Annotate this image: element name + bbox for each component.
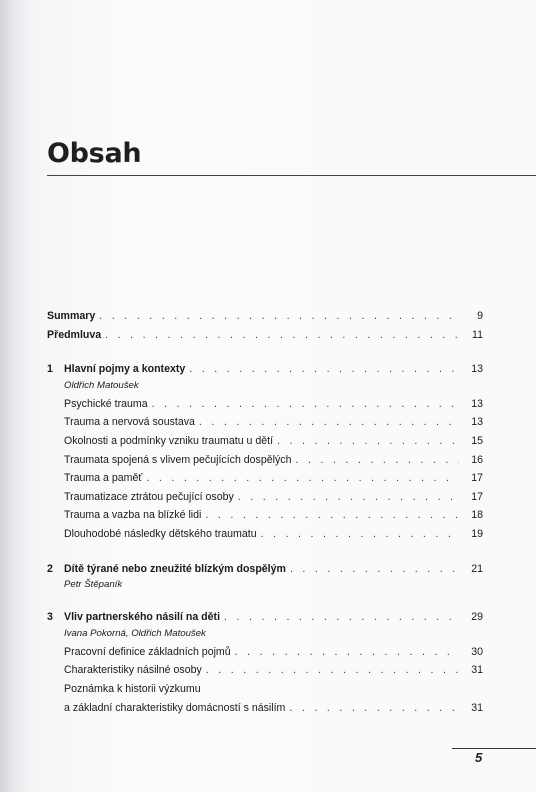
toc-section[interactable] [47, 661, 483, 680]
chapter-number: 2 [47, 562, 53, 575]
toc-entry-title: Summary [47, 310, 96, 322]
toc-section-line-2[interactable] [47, 699, 483, 718]
section-title: Charakteristiky násilné osoby [64, 664, 202, 677]
section-title: Trauma a vazba na blízké lidi [64, 509, 202, 522]
dot-leader [290, 560, 459, 579]
toc-page-number: 11 [472, 328, 483, 341]
toc-page-number: 21 [471, 562, 483, 575]
chapter-title: Vliv partnerského násilí na děti [64, 611, 221, 624]
toc-chapter-1[interactable] [47, 360, 483, 379]
dot-leader [261, 525, 459, 544]
toc-page-number: 17 [471, 490, 483, 503]
section-title: Okolnosti a podmínky vzniku traumatu u dětí [64, 434, 274, 447]
toc-entry-predmluva[interactable] [47, 326, 483, 345]
section-title: Traumatizace ztrátou pečující osoby [64, 490, 234, 503]
dot-leader [277, 432, 459, 451]
toc-section[interactable] [47, 488, 483, 507]
toc-page-number: 17 [471, 472, 483, 485]
dot-leader [205, 506, 459, 525]
folio-rule [452, 748, 536, 749]
bleed-through-text [55, 55, 506, 325]
toc-page-number: 15 [471, 434, 483, 447]
page-title: Obsah [47, 138, 142, 169]
section-title: a základní charakteristiky domácností s násilím [64, 701, 286, 714]
toc-section[interactable] [47, 432, 483, 451]
toc-entry-title: Předmluva [47, 328, 102, 341]
dot-leader [206, 661, 459, 680]
toc-page-number: 30 [471, 645, 483, 658]
section-title: Trauma a paměť [64, 472, 143, 485]
toc-section[interactable] [47, 525, 483, 544]
toc-section[interactable] [47, 506, 483, 525]
table-of-contents [47, 307, 483, 717]
dot-leader [235, 643, 459, 662]
dot-leader [146, 469, 459, 488]
toc-page-number: 31 [471, 701, 483, 714]
chapter-number: 1 [47, 363, 53, 376]
chapter-title: Dítě týrané nebo zneužité blízkým dospělým [64, 562, 286, 575]
chapter-author: Ivana Pokorná, Oldřich Matoušek [64, 627, 206, 639]
chapter-number: 3 [47, 611, 53, 624]
toc-page-number: 18 [471, 509, 483, 522]
section-title: Poznámka k historii výzkumu [64, 682, 201, 695]
heading-rule [47, 175, 536, 176]
toc-page-number: 19 [471, 527, 483, 540]
section-title: Psychické trauma [64, 397, 148, 410]
toc-chapter-3[interactable] [47, 608, 483, 627]
toc-page-number: 13 [471, 416, 483, 429]
toc-chapter-2[interactable] [47, 560, 483, 579]
dot-leader [224, 608, 459, 627]
toc-section-line-1[interactable] [47, 680, 483, 699]
section-title: Pracovní definice základních pojmů [64, 645, 231, 658]
dot-leader [289, 699, 459, 718]
section-title: Traumata spojená s vlivem pečujících dospělých [64, 453, 292, 466]
toc-page-number: 13 [471, 363, 483, 376]
page-number: 5 [475, 750, 483, 765]
toc-section[interactable] [47, 413, 483, 432]
dot-leader [105, 326, 459, 345]
toc-page-number: 16 [471, 453, 483, 466]
dot-leader [189, 360, 459, 379]
toc-section[interactable] [47, 395, 483, 414]
dot-leader [99, 307, 459, 326]
toc-section[interactable] [47, 451, 483, 470]
toc-section[interactable] [47, 469, 483, 488]
toc-page-number: 13 [471, 397, 483, 410]
toc-section[interactable] [47, 643, 483, 662]
chapter-author: Petr Štěpaník [64, 579, 123, 591]
dot-leader [152, 395, 459, 414]
toc-entry-summary[interactable] [47, 307, 483, 326]
dot-leader [199, 413, 459, 432]
chapter-author: Oldřich Matoušek [64, 379, 139, 391]
section-title: Trauma a nervová soustava [64, 416, 195, 429]
toc-page-number: 9 [477, 310, 483, 322]
section-title: Dlouhodobé následky dětského traumatu [64, 527, 257, 540]
dot-leader [295, 451, 459, 470]
dot-leader [238, 488, 459, 507]
toc-page-number: 31 [471, 664, 483, 677]
chapter-title: Hlavní pojmy a kontexty [64, 363, 186, 376]
toc-page-number: 29 [471, 611, 483, 624]
